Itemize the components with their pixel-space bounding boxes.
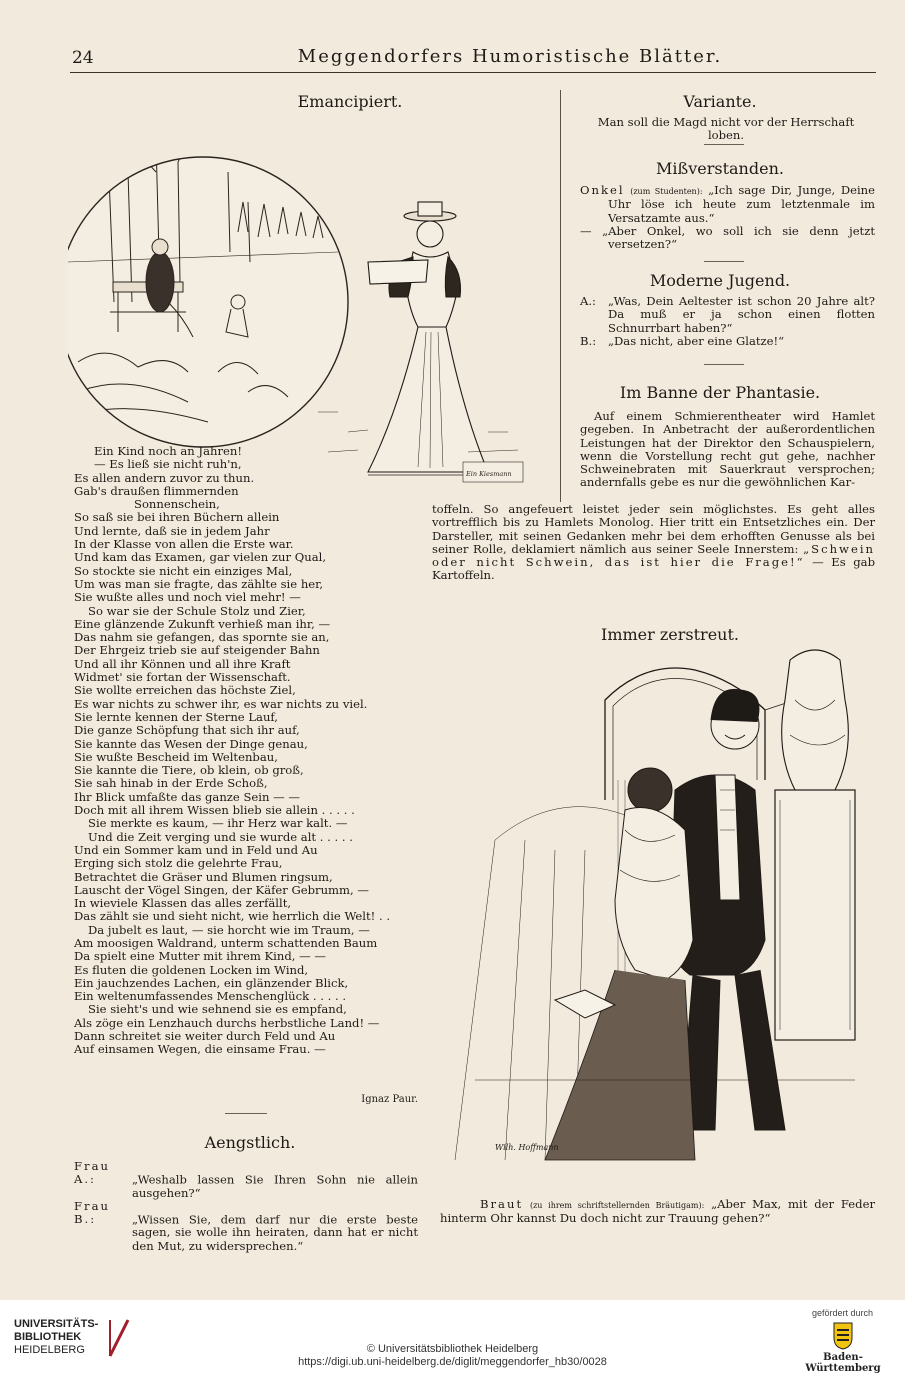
poem-line: So saß sie bei ihren Büchern allein bbox=[74, 510, 280, 525]
poem-line: Auf einsamen Wegen, die einsame Frau. — bbox=[74, 1042, 326, 1057]
aengstlich-title: Aengstlich. bbox=[204, 1133, 296, 1152]
section-divider bbox=[704, 364, 744, 365]
poem-line: Die ganze Schöpfung that sich ihr auf, bbox=[74, 723, 300, 738]
copyright-notice: © Universitätsbibliothek Heidelberg bbox=[366, 1343, 539, 1355]
poem-line: Ein weltenumfassendes Menschenglück . . . . . bbox=[74, 989, 347, 1004]
emancipiert-title: Emancipiert. bbox=[297, 92, 403, 111]
poem-line: Erging sich stolz die gelehrte Frau, bbox=[74, 856, 283, 871]
poem-line: Sie lernte kennen der Sterne Lauf, bbox=[74, 709, 278, 724]
zerstreut-caption bbox=[440, 1198, 875, 1226]
poem-line: Sie kannte die Tiere, ob klein, ob groß, bbox=[74, 763, 304, 778]
caption-speaker: Braut bbox=[480, 1197, 524, 1211]
poem-line: Es fluten die goldenen Locken im Wind, bbox=[74, 962, 309, 977]
poem-line: Sie kannte das Wesen der Dinge genau, bbox=[74, 736, 308, 751]
moderne-jugend-title: Moderne Jugend. bbox=[649, 271, 791, 290]
poem-line: In wieviele Klassen das alles zerfällt, bbox=[74, 896, 292, 911]
speaker-label: B.: bbox=[580, 333, 597, 348]
permalink-url[interactable]: https://digi.ub.uni-heidelberg.de/diglit/meggendorfer_hb30/0028 bbox=[298, 1356, 607, 1368]
page-number: 24 bbox=[72, 48, 94, 68]
speaker-label: A.: bbox=[580, 294, 596, 308]
poem-line: Da jubelt es laut, — sie horcht wie im Traum, — bbox=[88, 922, 370, 937]
phantasie-text-part1: Auf einem Schmierentheater wird Hamlet gegeben. In Anbetracht der außerordentlichen Leistungen hat der Direktor den Schauspielern, wenn die Vorstellung recht gut gehe, nachher Schweinebraten mit Sauerkraut versprochen; andernfalls gebe es nur die gewöhnlichen Kar- bbox=[580, 409, 875, 490]
library-logo-mark-icon bbox=[108, 1318, 130, 1358]
missverstanden-title: Mißverstanden. bbox=[656, 159, 784, 178]
poem-line: Sie sieht's und wie sehnend sie es empfand, bbox=[88, 1002, 347, 1017]
zerstreut-title: Immer zerstreut. bbox=[601, 625, 739, 644]
variante-title: Variante. bbox=[683, 92, 757, 111]
state-name: Baden-Württemberg bbox=[805, 1352, 881, 1374]
dialog-line: „Das nicht, aber eine Glatze!“ bbox=[608, 333, 785, 348]
poem-line: Der Ehrgeiz trieb sie auf steigender Bahn bbox=[74, 643, 320, 658]
poem-line: Am moosigen Waldrand, unterm schattenden Baum bbox=[74, 935, 378, 950]
dialog-line: — „Aber Onkel, wo soll ich sie denn jetzt versetzen?“ bbox=[580, 223, 875, 252]
poem-line: Dann schreitet sie weiter durch Feld und Au bbox=[74, 1029, 336, 1044]
poem-line: Doch mit all ihrem Wissen blieb sie allein . . . . . bbox=[74, 803, 355, 818]
speaker-label: Frau A.: bbox=[74, 1159, 110, 1187]
speaker-label: Frau B.: bbox=[74, 1198, 110, 1227]
aengstlich-text bbox=[74, 1160, 418, 1253]
poem-line: Und die Zeit verging und sie wurde alt . . . . . bbox=[88, 829, 353, 844]
poem-line: So stockte sie nicht ein einziges Mal, bbox=[74, 563, 293, 578]
poem-line: Eine glänzende Zukunft verhieß man ihr, — bbox=[74, 616, 331, 631]
poem-line: Ein jauchzendes Lachen, ein glänzender Blick, bbox=[74, 975, 349, 990]
poem-line: Gab's draußen flimmernden bbox=[74, 483, 239, 498]
column-rule bbox=[560, 90, 561, 502]
poem-line: So war sie der Schule Stolz und Zier, bbox=[88, 603, 306, 618]
caption-direction: (zu ihrem schriftstellernden Bräutigam): bbox=[529, 1201, 705, 1210]
poem-line: Das nahm sie gefangen, das spornte sie an, bbox=[74, 630, 330, 645]
poem-line: Um was man sie fragte, das zählte sie her, bbox=[74, 576, 324, 591]
poem-line: Ihr Blick umfaßte das ganze Sein — — bbox=[74, 789, 300, 804]
poem-line: In der Klasse von allen die Erste war. bbox=[74, 537, 294, 552]
phantasie-title: Im Banne der Phantasie. bbox=[619, 383, 821, 402]
journal-title: Meggendorfers Humoristische Blätter. bbox=[297, 46, 723, 67]
library-footer bbox=[0, 1300, 905, 1374]
poem-line: Und lernte, daß sie in jedem Jahr bbox=[74, 523, 270, 538]
poem-line: Betrachtet die Gräser und Blumen ringsum, bbox=[74, 869, 333, 884]
dialog-line: „Weshalb lassen Sie Ihren Sohn nie allein ausgehen?“ bbox=[132, 1172, 418, 1200]
variante-text: Man soll die Magd nicht vor der Herrschaft loben. bbox=[597, 115, 855, 143]
state-coat-of-arms-icon bbox=[833, 1322, 853, 1350]
poem-line: Da spielt eine Mutter mit ihrem Kind, — — bbox=[74, 949, 327, 964]
missverstanden-text bbox=[580, 184, 875, 251]
emancipiert-poem bbox=[74, 445, 434, 1057]
section-divider bbox=[225, 1113, 267, 1114]
moderne-jugend-text bbox=[580, 295, 875, 348]
poem-line: Widmet' sie fortan der Wissenschaft. bbox=[74, 670, 291, 685]
emancipiert-signature: Ein Kiesmann bbox=[466, 470, 512, 478]
phantasie-text-part2 bbox=[432, 503, 875, 583]
poem-line: Sie wußte alles und noch viel mehr! — bbox=[74, 590, 301, 605]
poem-line: Und all ihr Können und all ihre Kraft bbox=[74, 656, 291, 671]
section-divider bbox=[704, 144, 744, 145]
section-divider bbox=[704, 261, 744, 262]
poem-line: Sie sah hinab in der Erde Schoß, bbox=[74, 776, 268, 791]
library-name-line: UNIVERSITÄTS- bbox=[14, 1318, 99, 1330]
library-name-line: HEIDELBERG bbox=[14, 1344, 85, 1356]
speaker-label: Onkel bbox=[580, 183, 625, 197]
library-name-line: BIBLIOTHEK bbox=[14, 1331, 82, 1343]
dialog-line: „Was, Dein Aeltester ist schon 20 Jahre alt? Da muß er ja schon einen flotten Schnurrbart haben?“ bbox=[608, 294, 875, 335]
poem-line: Sie merkte es kaum, — ihr Herz war kalt. — bbox=[88, 816, 348, 831]
poem-line: Als zöge ein Lenzhauch durchs herbstliche Land! — bbox=[74, 1015, 380, 1030]
header-rule bbox=[70, 72, 876, 73]
poem-line: — Es ließ sie nicht ruh'n, bbox=[94, 457, 242, 472]
poem-line: Sie wußte Bescheid im Weltenbau, bbox=[74, 749, 278, 764]
poem-line: Und kam das Examen, gar vielen zur Qual, bbox=[74, 550, 327, 565]
phantasie-text: toffeln. So angefeuert leistet jeder sein möglichstes. Es geht alles vortrefflich bis zu Hamlets Monolog. Hier tritt ein Entsetzliches ein. Der Darsteller, mit seinen Gedanken mehr bei dem erhofften Genusse als bei seiner Rolle, deklamiert nämlich aus seiner Seele Innerstem: bbox=[432, 502, 875, 556]
dialog-line: „Wissen Sie, dem darf nur die erste beste sagen, sie wolle ihn heiraten, dann hat er nicht den Mut, zu widersprechen.“ bbox=[132, 1212, 418, 1253]
stage-direction: (zum Studenten): bbox=[630, 187, 703, 196]
phantasie-ending: — Es gab Kartoffeln. bbox=[432, 555, 875, 583]
poem-line: Es allen andern zuvor zu thun. bbox=[74, 470, 255, 485]
dialog-line: „Ich sage Dir, Junge, Deine Uhr löse ich heute zum letztenmale im Versatzamte aus.“ bbox=[608, 183, 876, 225]
poem-line: Sonnenschein, bbox=[134, 497, 220, 512]
poem-author: Ignaz Paur. bbox=[361, 1094, 418, 1105]
poem-line: Das zählt sie und sieht nicht, wie herrlich die Welt! . . bbox=[74, 909, 391, 924]
zerstreut-signature: Wilh. Hoffmann bbox=[495, 1143, 559, 1152]
poem-line: Es war nichts zu schwer ihr, es war nichts zu viel. bbox=[74, 696, 368, 711]
zerstreut-illustration bbox=[435, 640, 875, 1195]
phantasie-quote: „Schwein oder nicht Schwein, das ist hier die Frage!“ bbox=[432, 541, 875, 570]
funding-label: gefördert durch bbox=[811, 1308, 874, 1318]
library-logo[interactable] bbox=[14, 1318, 98, 1357]
poem-line: Ein Kind noch an Jahren! bbox=[94, 444, 242, 458]
caption-text: „Aber Max, mit der Feder hinterm Ohr kannst Du doch nicht zur Trauung gehen?“ bbox=[440, 1197, 875, 1226]
poem-line: Lauscht der Vögel Singen, der Käfer Gebrumm, — bbox=[74, 882, 370, 897]
poem-line: Und ein Sommer kam und in Feld und Au bbox=[74, 842, 318, 857]
poem-line: Sie wollte erreichen das höchste Ziel, bbox=[74, 683, 296, 698]
